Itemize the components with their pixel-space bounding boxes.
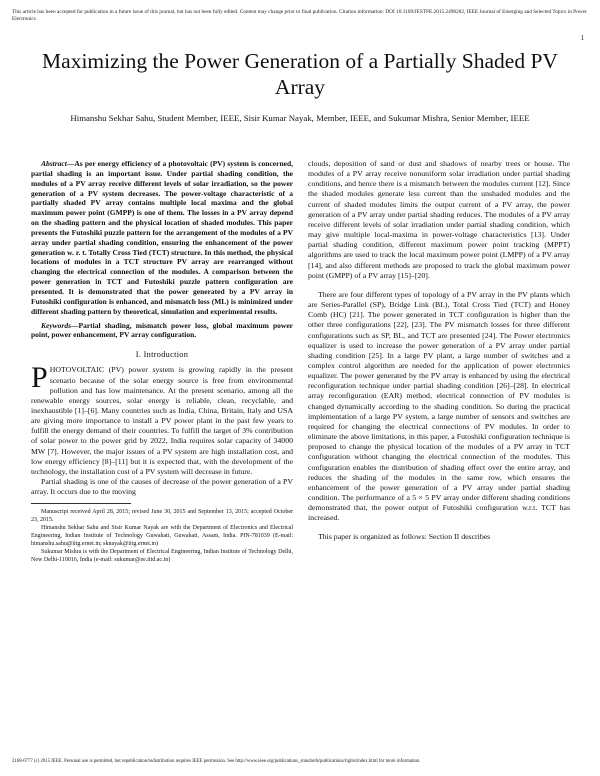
abstract — [31, 159, 293, 317]
drop-cap: P — [31, 361, 48, 395]
right-paragraph-3: This paper is organized as follows: Section II describes — [318, 532, 491, 542]
page-number: 1 — [580, 34, 584, 42]
paper-title: Maximizing the Power Generation of a Partially Shaded PV Array — [42, 49, 558, 99]
abstract-lead: Abstract — [41, 159, 67, 168]
footnote-affiliation-2: Sukumar Mishra is with the Department of Electrical Engineering, Indian Institute of Technology Delhi, New Delhi-110016, India (e-mail: sukumar@ee.iitd.ac.in) — [31, 549, 293, 564]
section-heading-introduction: I. Introduction — [135, 350, 189, 360]
copyright-footer: 2168-6777 (c) 2015 IEEE. Personal use is permitted, but republication/redistribution requires IEEE permission. See http://www.ieee.org/publications_standards/publications/rights/index.html for more information. — [12, 759, 421, 764]
journal-header-note: This article has been accepted for publication in a future issue of this journal, but has not been fully edited. Content may change prior to final publication. Citation information: DOI 10.1109/JESTPE.2015.2498282, IEEE Journal of Emerging and Selected Topics in Power Electronics — [12, 9, 587, 22]
right-paragraph-2: There are four different types of topology of a PV array in the PV plants which are Series-Parallel (SP), Bridge Link (BL), Total Cross Tied (TCT) and Honey Comb (HC) [21]. The power generated in TCT configuration is higher than the other three configurations [22], [23]. The PV mismatch losses for three different configurations such as SP, BL, and TCT are presented [24]. The Power electronics equalizer is used to increase the power generation of a PV array under partial shading condition [25]. In a large PV plant, a large number of switches and a complex control algorithm are needed for the application of power electronics equalizer. The power generated by the PV array is enhanced by using the electrical reconfiguration technique under partial shading condition [26]–[28]. In electrical array reconfiguration (EAR) method, electrical connection of PV modules is changed dynamically according to the shading condition. So during the practical implementation of a large PV system, a large number of sensors and switches are required for changing the electrical connections of PV modules. In order to eliminate the above limitations, in this paper, a Futoshiki configuration technique is proposed to change the physical location of the modules of a PV array in TCT configuration without changing the electrical connection of the modules. This configuration enables the distribution of shading effect over the entire array, and reduces the shading of the modules in the same row, which ensures the enhancement of the power generation of a PV array under partial shading condition. The performance of a 5 × 5 PV array under different shading conditions demonstrated that, the power output of Futoshiki configuration w.r.t. TCT has increased. — [308, 289, 570, 523]
intro-paragraph-1 — [31, 361, 293, 477]
keywords-lead: Keywords — [41, 320, 71, 330]
intro-paragraph-2: Partial shading is one of the causes of decrease of the power generation of a PV array. It occurs due to the moving — [31, 477, 293, 497]
footnote-affiliation-1: Himanshu Sekhar Sahu and Sisir Kumar Nayak are with the Department of Electronics and Electrical Engineering, Indian Institute of Technology Guwahati, Guwahati, Assam, India. PIN-781039 (E-mail: himanshu.sahu@iitg.ernet.in; sknayak@iitg.ernet.in) — [31, 525, 293, 548]
author-list: Himanshu Sekhar Sahu, Student Member, IEEE, Sisir Kumar Nayak, Member, IEEE, and Sukumar Mishra, Senior Member, IEEE — [70, 113, 530, 123]
footnote-received: Manuscript received April 28, 2015; revised June 30, 2015 and September 13, 2015; accepted October 23, 2015. — [31, 509, 293, 524]
left-column — [31, 159, 293, 564]
intro-paragraph-1-text: HOTOVOLTAIC (PV) power system is growing rapidly in the present scenario because of the solar energy source is free from environmental pollution and has low maintenance. At the present scenario, among all the renewable energy sources, solar energy is reliable, clean, recyclable, and inexhaustible [1]–[6]. Many countries such as India, China, Britain, Italy and USA are giving more importance to install a PV power plant in the past few years to fulfill the energy demand of their countries. To fulfill the target of 3% contribution of solar power to the power grid by 2022, India requires solar capacity of 34000 MW [7]. However, the major issues of a PV system are high installation cost, and low energy efficiency [8]–[11] but it is expected that, with the development of the technology, the installation cost of a PV system will decrease in future. — [31, 365, 293, 476]
abstract-text: —As per energy efficiency of a photovoltaic (PV) system is concerned, partial shading is an important issue. Under partial shading condition, the modules of a PV array receive different levels of solar irradiation, so the power generation of a PV system decreases. The power-voltage characteristic of a partially shaded PV array contains multiple local maxima and the global maximum power point (GMPP) is one of them. The losses in a PV array depend on the shading pattern and the physical location of shaded modules. This paper presents the Futoshiki puzzle pattern for the arrangement of the modules of a PV array under partial shading condition, ensuring the enhancement of the power generation w. r. t. Totally Cross Tied (TCT) structure. In this method, the physical locations of modules in a TCT structure PV array are rearranged without changing the electrical connection of the modules. A comparison between the power generation in TCT and Futoshiki puzzle pattern configuration are presented. It is demonstrated that the power generated by a PV array in Futoshiki configuration is enhanced, and mismatch loss (ML) is minimized under different shading pattern by theoretical, simulation and experimental results. — [31, 159, 293, 316]
keywords — [31, 321, 293, 341]
right-paragraph-1: clouds, deposition of sand or dust and shadows of nearby trees or house. The modules of a PV array receive nonuniform solar irradiation under partial shading conditions, and hence there is a mismatch between the modules current [12]. Since the shaded modules generate less current than the unshaded modules and the current of shaded modules limits the output current of a PV array, the power generation of a PV array under partial shading reduces. The modules of a PV array receive different levels of solar irradiation under partial shading condition, which may give multiple local-maxima in power-voltage characteristics [13]. Under partial shading condition, different maximum power point tracking (MPPT) algorithms are used to track the local maximum power point (LMPP) of a PV array [14], and also different methods are proposed to track the global maximum power point (GMPP) of a PV array [15]–[20]. — [308, 159, 570, 280]
right-column — [308, 159, 570, 543]
keywords-text: —Partial shading, mismatch power loss, global maximum power point, power enhancement, PV array configuration. — [31, 320, 293, 340]
footnote-divider — [31, 503, 131, 504]
